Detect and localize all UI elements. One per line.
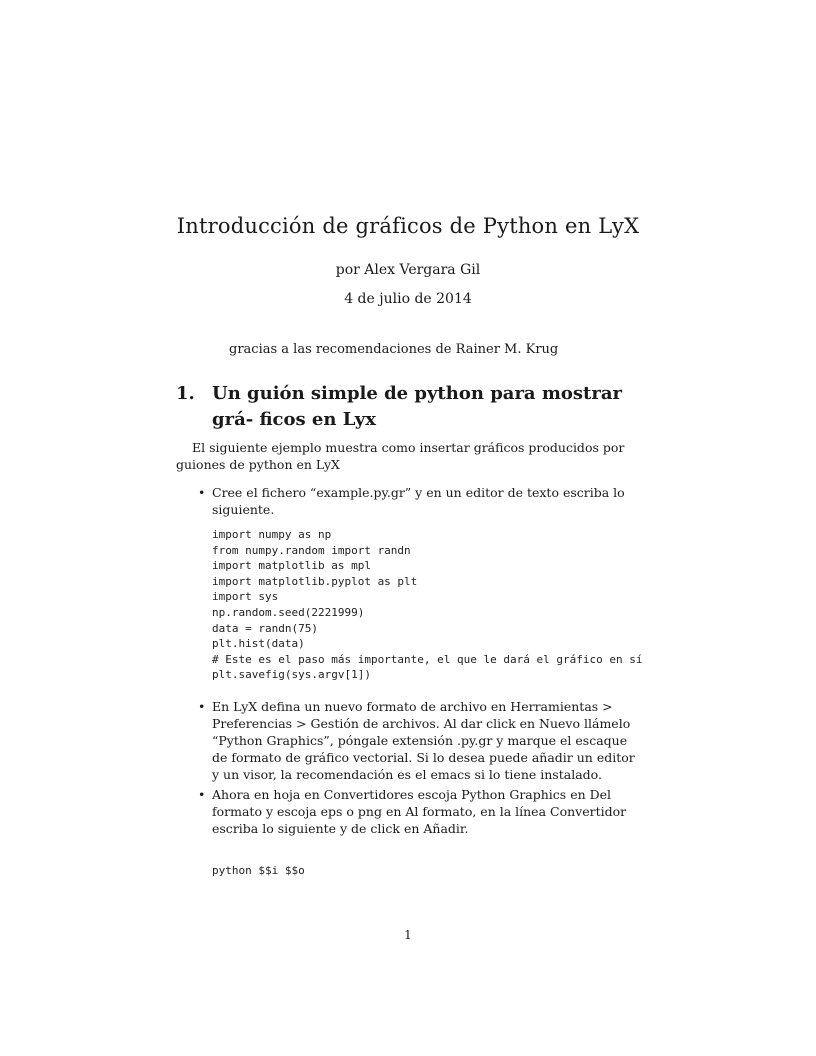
intro-paragraph: El siguiente ejemplo muestra como insertar gráficos producidos por guiones de python en LyX <box>176 440 625 472</box>
code-block <box>212 527 642 683</box>
code-line: plt.hist(data) <box>212 637 305 651</box>
code-line: import matplotlib.pyplot as plt <box>212 574 418 588</box>
bullet-icon: • <box>198 485 206 500</box>
code-line: plt.savefig(sys.argv[1]) <box>212 668 371 682</box>
code-line: import sys <box>212 590 279 604</box>
document-title: Introducción de gráficos de Python en LyX <box>176 214 640 238</box>
section-title: Un guión simple de python para mostrar grá- ficos en Lyx <box>212 383 622 430</box>
list-item-text: Cree el fichero “example.py.gr” y en un editor de texto escriba lo siguiente. <box>212 485 625 517</box>
code-line: np.random.seed(2221999) <box>212 605 365 619</box>
list-item-text: En LyX defina un nuevo formato de archivo en Herramientas > Preferencias > Gestión de archivos. Al dar click en Nuevo llámelo “Python Graphics”, póngale extensión .py.gr y marque el escaque de formato de gráfico vectorial. Si lo desea puede añadir un editor y un visor, la recomendación es el emacs si lo tiene instalado. <box>212 699 635 782</box>
code-line: from numpy.random import randn <box>212 543 411 557</box>
acknowledgement: gracias a las recomendaciones de Rainer M. Krug <box>229 342 559 357</box>
bullet-icon: • <box>198 699 206 714</box>
document-date: 4 de julio de 2014 <box>344 291 472 307</box>
list-item-text: Ahora en hoja en Convertidores escoja Python Graphics en Del formato y escoja eps o png en Al formato, en la línea Convertidor escriba lo siguiente y de click en Añadir. <box>212 787 627 836</box>
page-number: 1 <box>404 928 412 942</box>
code-block: python $$i $$o <box>212 864 305 877</box>
document-author: por Alex Vergara Gil <box>335 262 481 278</box>
code-line: import matplotlib as mpl <box>212 559 371 573</box>
bullet-icon: • <box>198 787 206 802</box>
code-line: # Este es el paso más importante, el que le dará el gráfico en sí <box>212 652 643 666</box>
section-number: 1. <box>176 383 195 404</box>
code-line: import numpy as np <box>212 528 332 541</box>
code-line: data = randn(75) <box>212 621 318 635</box>
